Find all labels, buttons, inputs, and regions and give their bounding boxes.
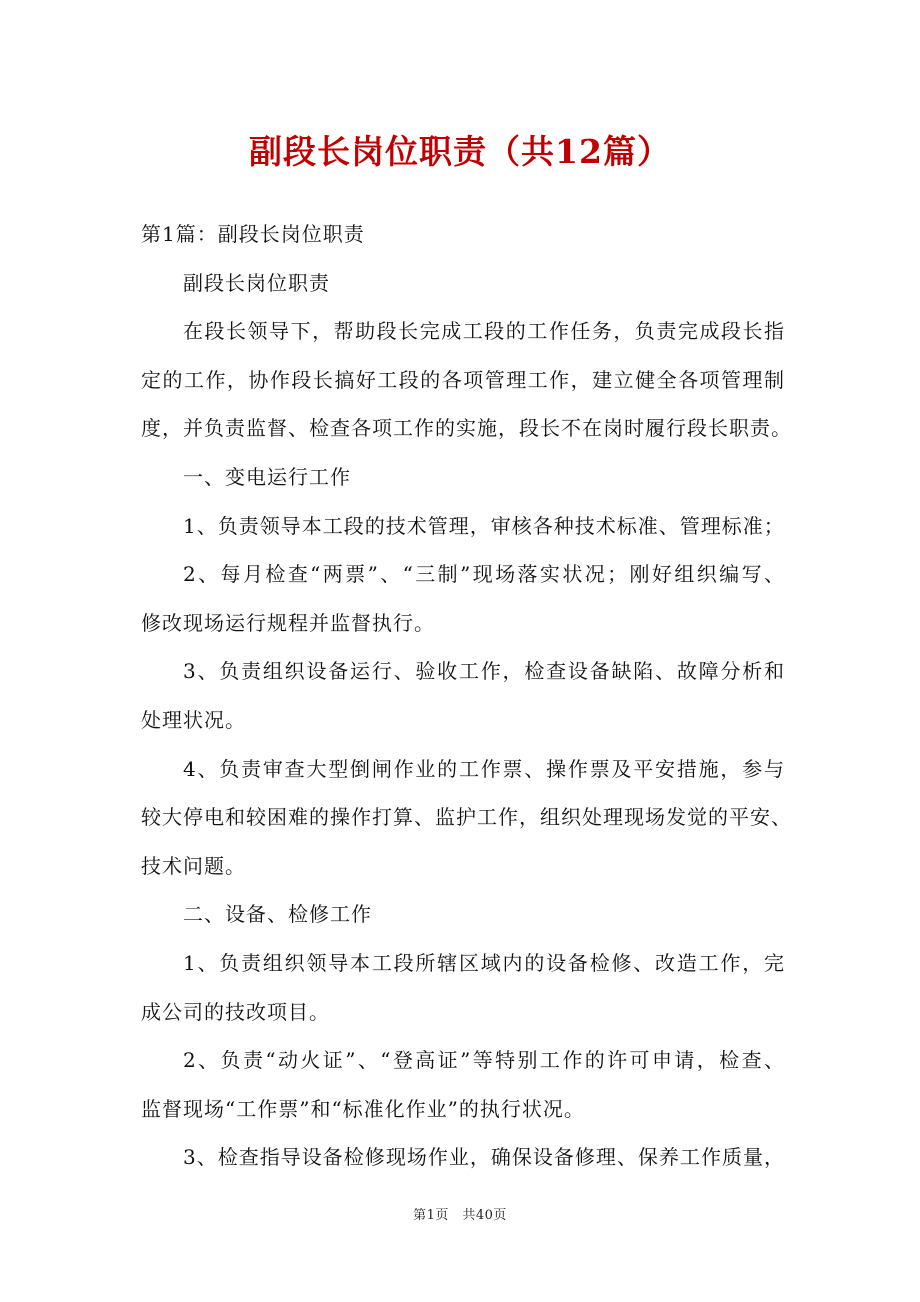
list-item-continuation: 成公司的技改项目。 (141, 999, 330, 1024)
subsection-heading: 二、设备、检修工作 (183, 902, 372, 927)
list-item: 4、负责审查大型倒闸作业的工作票、操作票及平安措施，参与 (183, 756, 785, 781)
paragraph-line: 度，并负责监督、检查各项工作的实施，段长不在岗时履行段长职责。 (141, 416, 792, 441)
document-title: 副段长岗位职责（共12篇） (249, 132, 671, 171)
paragraph-line: 在段长领导下，帮助段长完成工段的工作任务，负责完成段长指 (183, 319, 785, 344)
list-item: 1、负责领导本工段的技术管理，审核各种技术标准、管理标准； (183, 513, 785, 538)
list-item: 3、检查指导设备检修现场作业，确保设备修理、保养工作质量， (183, 1145, 785, 1170)
section-heading: 第1篇：副段长岗位职责 (141, 222, 365, 246)
list-item: 2、负责“动火证”、“登高证”等特别工作的许可申请，检查、 (183, 1048, 785, 1073)
list-item: 2、每月检查“两票”、“三制”现场落实状况；刚好组织编写、 (183, 562, 785, 587)
list-item-continuation: 较大停电和较困难的操作打算、监护工作，组织处理现场发觉的平安、 (141, 805, 792, 830)
list-item-continuation: 处理状况。 (141, 707, 246, 732)
document-body (141, 210, 792, 1182)
paragraph-line: 定的工作，协作段长搞好工段的各项管理工作，建立健全各项管理制 (141, 367, 785, 392)
list-item: 3、负责组织设备运行、验收工作，检查设备缺陷、故障分析和 (183, 659, 785, 684)
page-footer: 第1页 共40页 (413, 1208, 507, 1223)
list-item: 1、负责组织领导本工段所辖区域内的设备检修、改造工作，完 (183, 950, 785, 975)
list-item-continuation: 监督现场“工作票”和“标准化作业”的执行状况。 (141, 1096, 585, 1121)
list-item-continuation: 技术问题。 (141, 853, 246, 878)
subsection-heading: 一、变电运行工作 (183, 464, 351, 489)
subtitle: 副段长岗位职责 (183, 270, 330, 295)
list-item-continuation: 修改现场运行规程并监督执行。 (141, 610, 435, 635)
